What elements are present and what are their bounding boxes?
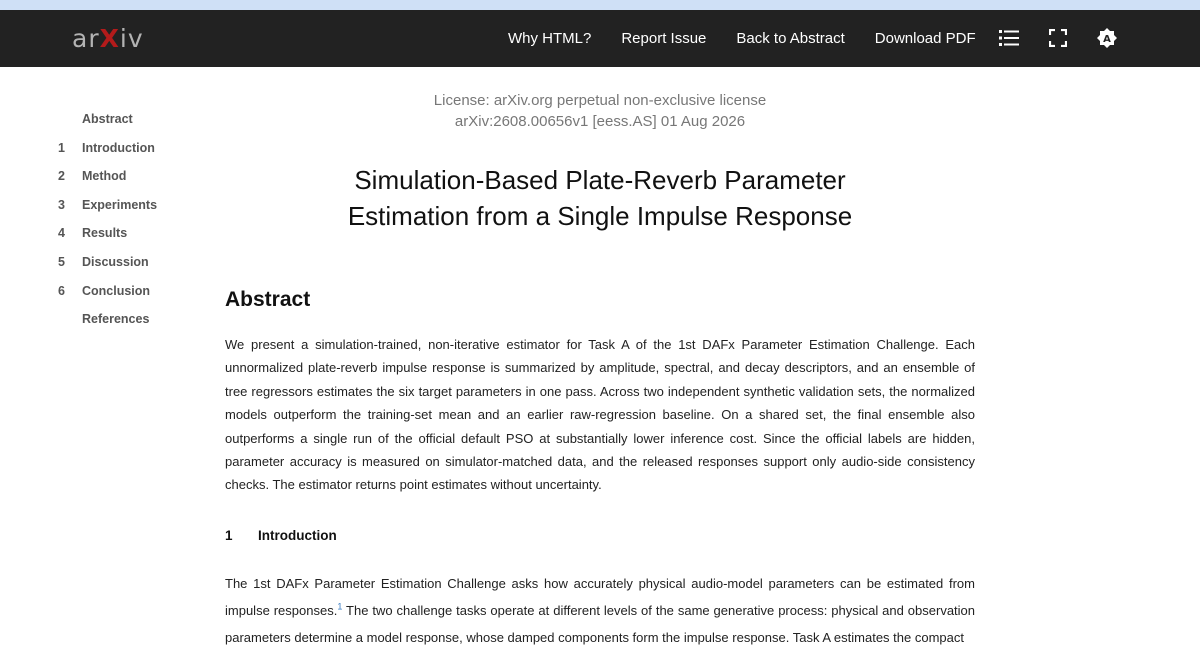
footnote-marker[interactable]: 1 [337,601,343,612]
section-title: Introduction [258,528,337,543]
table-of-contents [58,112,208,341]
title-line-2: Estimation from a Single Impulse Response [347,201,853,231]
nav-why-html-link[interactable]: Why HTML? [508,30,592,47]
nav-report-issue-link[interactable]: Report Issue [621,30,707,47]
introduction-text [225,570,975,651]
abstract-text: We present a simulation-trained, non-iterative estimator for Task A of the 1st DAFx Parameter Estimation Challenge. Each unnormalized plate-reverb impulse response is summarized by amplitude, spectral, and decay descriptors, and an ensemble of tree regressors estimates the six target parameters in one pass. Across two independent synthetic validation sets, the normalized models outperform the training-set mean and an earlier raw-regression baseline. On a shared set, the final ensemble also outperforms a single run of the official default PSO at substantially lower inference cost. Since the official labels are hidden, parameter accuracy is measured on simulator-matched data, and the released responses support only audio-side consistency checks. The estimator returns point estimates without uncertainty. [225,337,975,493]
section-number: 1 [225,528,233,543]
paper-meta [225,90,975,132]
nav-links [508,30,1006,47]
abstract-heading: Abstract [225,288,311,311]
toc-item-results[interactable]: 4 Results [58,226,128,241]
toc-item-introduction[interactable]: 1 Introduction [58,140,155,155]
nav-download-pdf-link[interactable]: Download PDF [874,30,976,47]
theme-icon[interactable] [1096,27,1118,49]
toc-item-abstract[interactable]: Abstract [82,112,133,126]
section-heading-introduction [225,528,337,543]
nav-icons [998,27,1145,49]
list-icon[interactable] [998,27,1020,49]
toc-item-experiments[interactable]: 3 Experiments [58,197,158,212]
fullscreen-icon[interactable] [1047,27,1069,49]
arxiv-logo[interactable]: arXiv [72,24,144,53]
toc-item-method[interactable]: 2 Method [58,169,127,184]
svg-text:A: A [1103,34,1111,45]
title-line-1: Simulation-Based Plate-Reverb Parameter [354,165,846,195]
license-line: License: arXiv.org perpetual non-exclusive license [433,92,767,109]
arxiv-id-line: arXiv:2608.00656v1 [eess.AS] 01 Aug 2026 [454,113,746,130]
toc-item-conclusion[interactable]: 6 Conclusion [58,283,151,298]
browser-top-strip [0,0,1200,10]
toc-item-references[interactable]: References [82,312,150,327]
toc-item-discussion[interactable]: 5 Discussion [58,254,149,269]
nav-back-to-abstract-link[interactable]: Back to Abstract [736,30,845,47]
intro-text-part-a: The 1st DAFx Parameter Estimation Challenge asks how accurately physical audio-model parameters can be estimated from impulse responses. [225,576,975,618]
paper-title [225,162,975,234]
intro-text-part-b: The two challenge tasks operate at different levels of the same generative process: physical and observation parameters determine a model response, whose damped components form the impulse response. Task A estimates the compact [225,603,976,645]
navbar [0,10,1200,67]
